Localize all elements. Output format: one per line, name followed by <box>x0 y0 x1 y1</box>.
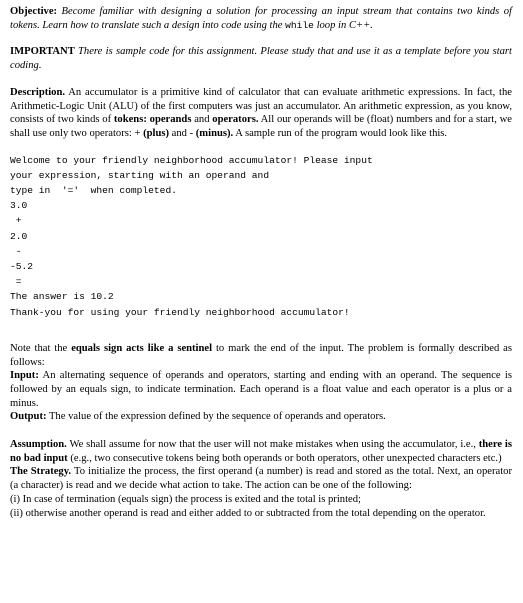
output-text: The value of the expression defined by the sequence of operands and operators. <box>46 411 386 423</box>
assignment-document <box>10 5 512 520</box>
assumption-paragraph <box>10 438 512 465</box>
objective-paragraph <box>10 5 512 32</box>
description-plus: (plus) <box>143 127 169 139</box>
objective-text: Become familiar with designing a solution for processing an input stream that contains two kinds of tokens. Learn how to translate such a design into code using the <box>10 6 512 31</box>
input-label: Input: <box>10 370 39 382</box>
sample-run-code: Welcome to your friendly neighborhood accumulator! Please input your expression, starting with an operand and type in '=' when completed. 3.0 + 2.0 - -5.2 = The answer is 10.2 Thank-you for using your friendly neighborhood accumulator! <box>10 154 373 318</box>
description-paragraph <box>10 86 512 141</box>
important-label: IMPORTANT <box>10 46 75 58</box>
note-sentinel: equals sign acts like a sentinel <box>71 342 213 354</box>
description-text-3: and <box>191 114 213 126</box>
assumption-text-2: (e.g., two consecutive tokens being both operands or both operators, other unexpected characters etc.) <box>67 452 502 464</box>
case-otherwise: (ii) otherwise another operand is read and either added to or subtracted from the total depending on the operator. <box>10 507 486 519</box>
strategy-label: The Strategy. <box>10 466 72 478</box>
important-paragraph <box>10 45 512 72</box>
input-text: An alternating sequence of operands and operators, starting and ending with an operand. The sequence is followed by an equals sign, to indicate termination. Each operand is a float value and each operator is a plus or a minus. <box>10 370 512 409</box>
output-paragraph <box>10 410 512 424</box>
objective-code: while <box>285 19 314 31</box>
description-text-4: All our operands will be (float) numbers and for a start, we shall use only two operators: + <box>10 114 513 139</box>
objective-text-end: loop in C++. <box>313 19 373 31</box>
assumption-label: Assumption. <box>10 439 67 451</box>
important-text: There is sample code for this assignment. Please study that and use it as a template before you start coding. <box>10 46 512 72</box>
description-operators: operators. <box>212 114 259 126</box>
assumption-text-1: We shall assume for now that the user will not make mistakes when using the accumulator, i.e., <box>66 439 479 451</box>
description-text-5: and - <box>169 127 196 139</box>
description-text-1: An accumulator is a primitive kind of calculator that can evaluate arithmetic expressions. In fact, the Arithmetic-Logic Unit (ALU) of the first computers was just an accumulator. An arithmetic expression, as you know, consists of two kinds of <box>10 86 512 126</box>
description-tokens: tokens: <box>113 114 147 126</box>
strategy-text: To initialize the process, the first operand (a number) is read and stored as the total. Next, an operator (a character) is read and we decide what action to take. The action can be one of the following: <box>10 466 512 492</box>
description-text-6: A sample run of the program would look like this. <box>233 127 448 139</box>
description-operands: operands <box>149 114 192 126</box>
case-termination: (i) In case of termination (equals sign) the process is exited and the total is printed; <box>10 493 361 505</box>
output-label: Output: <box>10 411 47 423</box>
note-text-1: Note that the <box>10 342 72 354</box>
objective-label: Objective: <box>10 6 58 17</box>
note-paragraph <box>10 342 512 369</box>
input-paragraph <box>10 369 512 410</box>
description-minus: (minus). <box>195 127 234 139</box>
strategy-paragraph <box>10 465 512 492</box>
assumption-bad-input: there is no bad input <box>10 439 512 464</box>
description-label: Description. <box>10 86 66 98</box>
note-text-2: to mark the end of the input. The problem is formally described as follows: <box>10 342 512 368</box>
